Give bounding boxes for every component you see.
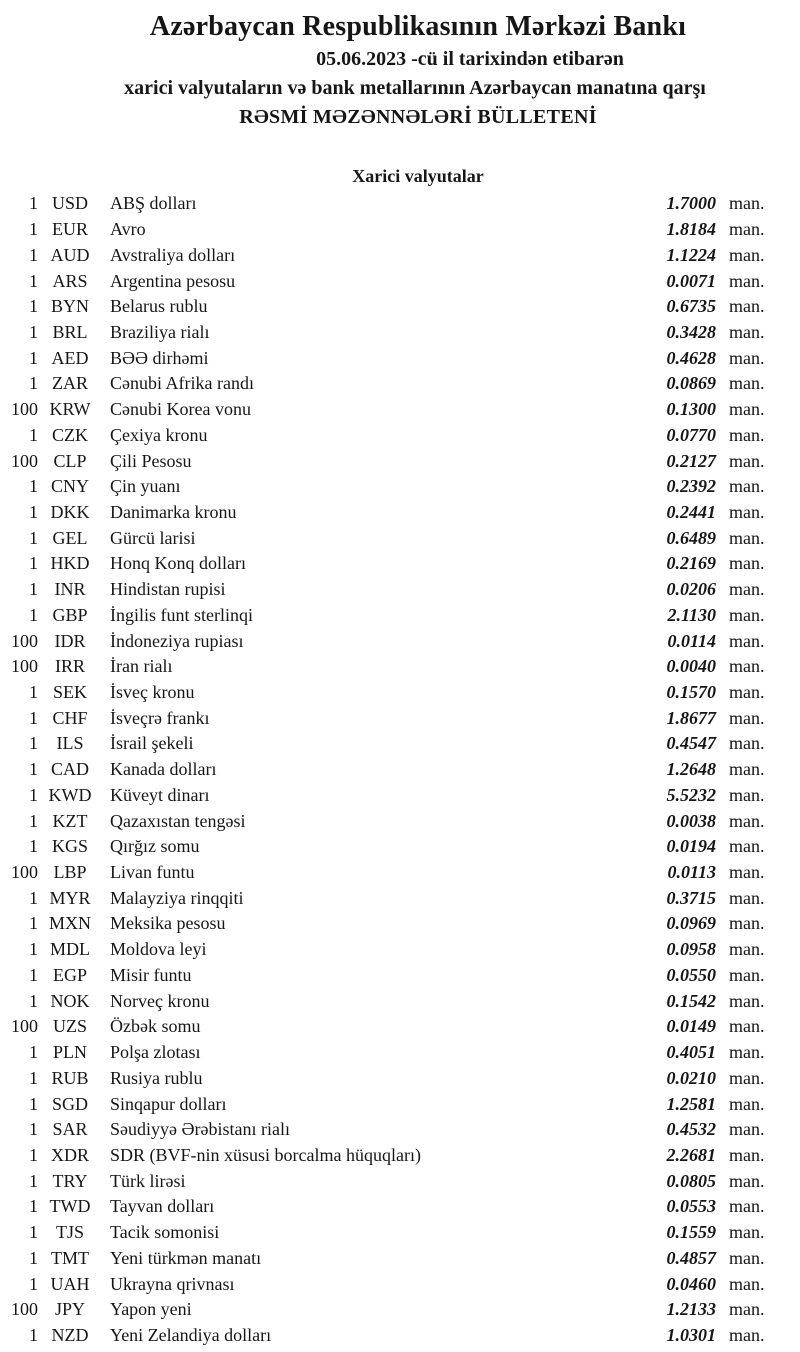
unit-cell: man.: [729, 604, 765, 625]
quantity-cell: 1: [29, 1247, 38, 1268]
currency-name-cell: Honq Konq dolları: [110, 553, 246, 574]
rate-value-cell: 0.0958: [666, 939, 716, 960]
currency-code-cell: KGS: [51, 836, 88, 857]
quantity-cell: 1: [29, 707, 38, 728]
rate-row: [0, 603, 800, 629]
currency-name-cell: ABŞ dolları: [110, 193, 197, 214]
rate-row: [0, 705, 800, 731]
unit-cell: man.: [729, 270, 765, 291]
unit-cell: man.: [729, 682, 765, 703]
currency-name-cell: Braziliya rialı: [110, 321, 210, 342]
unit-cell: man.: [729, 887, 765, 908]
unit-cell: man.: [729, 1324, 765, 1345]
currency-name-cell: Çili Pesosu: [110, 450, 192, 471]
rate-row: [0, 860, 800, 886]
currency-code-cell: CZK: [52, 424, 88, 445]
quantity-cell: 100: [11, 630, 38, 651]
currency-name-cell: İsveçrə frankı: [110, 707, 210, 728]
rate-row: [0, 1194, 800, 1220]
unit-cell: man.: [729, 862, 765, 883]
quantity-cell: 1: [29, 836, 38, 857]
currency-name-cell: Tayvan dolları: [110, 1196, 215, 1217]
rate-row: [0, 1323, 800, 1349]
currency-name-cell: Malayziya rinqqiti: [110, 887, 244, 908]
currency-code-cell: NZD: [51, 1324, 89, 1345]
quantity-cell: 1: [29, 296, 38, 317]
rate-row: [0, 1271, 800, 1297]
rate-value-cell: 0.0553: [666, 1196, 716, 1217]
quantity-cell: 1: [29, 527, 38, 548]
rate-value-cell: 0.2127: [666, 450, 716, 471]
unit-cell: man.: [729, 553, 765, 574]
quantity-cell: 1: [29, 810, 38, 831]
effective-date-line: 05.06.2023 -cü il tarixindən etibarən: [316, 48, 624, 70]
unit-cell: man.: [729, 1119, 765, 1140]
currency-code-cell: AUD: [50, 244, 90, 265]
rate-row: [0, 242, 800, 268]
rate-row: [0, 551, 800, 577]
rate-row: [0, 757, 800, 783]
rate-value-cell: 0.4051: [666, 1042, 716, 1063]
quantity-cell: 1: [29, 1170, 38, 1191]
quantity-cell: 100: [11, 1016, 38, 1037]
currency-code-cell: UZS: [52, 1016, 87, 1037]
currency-code-cell: HKD: [50, 553, 90, 574]
currency-code-cell: KZT: [52, 810, 88, 831]
currency-code-cell: EUR: [52, 219, 88, 240]
currency-code-cell: SGD: [51, 1093, 88, 1114]
currency-name-cell: Çin yuanı: [110, 476, 181, 497]
rate-value-cell: 0.0114: [667, 630, 716, 651]
quantity-cell: 1: [29, 1222, 38, 1243]
currency-name-cell: Sinqapur dolları: [110, 1093, 227, 1114]
rate-value-cell: 0.6735: [666, 296, 716, 317]
rate-value-cell: 5.5232: [666, 784, 716, 805]
unit-cell: man.: [729, 321, 765, 342]
currency-code-cell: INR: [54, 579, 86, 600]
rate-row: [0, 500, 800, 526]
rate-value-cell: 1.2133: [666, 1299, 716, 1320]
currency-code-cell: UAH: [50, 1273, 90, 1294]
quantity-cell: 1: [29, 501, 38, 522]
unit-cell: man.: [729, 296, 765, 317]
unit-cell: man.: [729, 244, 765, 265]
rate-row: [0, 808, 800, 834]
quantity-cell: 1: [29, 476, 38, 497]
currency-code-cell: MDL: [50, 939, 90, 960]
rate-value-cell: 0.1570: [666, 682, 716, 703]
unit-cell: man.: [729, 1299, 765, 1320]
rate-row: [0, 1220, 800, 1246]
exchange-rate-table: [0, 191, 800, 1348]
rate-value-cell: 0.0770: [666, 424, 716, 445]
currency-code-cell: IDR: [54, 630, 86, 651]
quantity-cell: 1: [29, 1093, 38, 1114]
rate-row: [0, 885, 800, 911]
subject-line: xarici valyutaların və bank metallarının Azərbaycan manatına qarşı: [124, 77, 706, 99]
currency-name-cell: Moldova leyi: [110, 939, 207, 960]
quantity-cell: 1: [29, 553, 38, 574]
quantity-cell: 1: [29, 321, 38, 342]
rate-value-cell: 2.2681: [666, 1144, 716, 1165]
currency-name-cell: Özbək somu: [110, 1016, 201, 1037]
unit-cell: man.: [729, 1247, 765, 1268]
currency-code-cell: CHF: [52, 707, 88, 728]
currency-name-cell: İndoneziya rupiası: [110, 630, 244, 651]
rate-value-cell: 0.2441: [666, 501, 716, 522]
currency-name-cell: İran rialı: [110, 656, 173, 677]
currency-code-cell: RUB: [51, 1067, 89, 1088]
currency-name-cell: Polşa zlotası: [110, 1042, 201, 1063]
rate-value-cell: 0.0969: [666, 913, 716, 934]
quantity-cell: 1: [29, 219, 38, 240]
rate-row: [0, 654, 800, 680]
rate-row: [0, 1245, 800, 1271]
rate-value-cell: 0.0194: [666, 836, 716, 857]
currency-code-cell: EGP: [52, 964, 87, 985]
currency-code-cell: SEK: [52, 682, 87, 703]
currency-name-cell: Qırğız somu: [110, 836, 200, 857]
rate-row: [0, 422, 800, 448]
currency-name-cell: Rusiya rublu: [110, 1067, 203, 1088]
page-title: Azərbaycan Respublikasının Mərkəzi Bankı: [149, 11, 687, 42]
rate-value-cell: 0.4857: [666, 1247, 716, 1268]
currency-name-cell: Türk lirəsi: [110, 1170, 186, 1191]
currency-name-cell: Avstraliya dolları: [110, 244, 236, 265]
currency-name-cell: Küveyt dinarı: [110, 784, 210, 805]
unit-cell: man.: [729, 630, 765, 651]
unit-cell: man.: [729, 656, 765, 677]
rate-row: [0, 448, 800, 474]
rate-row: [0, 937, 800, 963]
currency-name-cell: İsveç kronu: [110, 682, 195, 703]
rate-value-cell: 0.1300: [666, 399, 716, 420]
rate-value-cell: 0.6489: [666, 527, 716, 548]
rate-value-cell: 1.0301: [666, 1324, 716, 1345]
rate-row: [0, 731, 800, 757]
rate-value-cell: 0.4628: [666, 347, 716, 368]
currency-name-cell: Belarus rublu: [110, 296, 208, 317]
rate-value-cell: 1.8677: [666, 707, 716, 728]
currency-name-cell: Cənubi Afrika randı: [110, 373, 254, 394]
unit-cell: man.: [729, 707, 765, 728]
quantity-cell: 1: [29, 990, 38, 1011]
currency-code-cell: TRY: [52, 1170, 88, 1191]
rate-value-cell: 0.0460: [666, 1273, 716, 1294]
rate-value-cell: 1.8184: [666, 219, 716, 240]
quantity-cell: 1: [29, 759, 38, 780]
unit-cell: man.: [729, 1067, 765, 1088]
rate-row: [0, 1040, 800, 1066]
rate-row: [0, 963, 800, 989]
quantity-cell: 1: [29, 270, 38, 291]
unit-cell: man.: [729, 1196, 765, 1217]
rate-row: [0, 1014, 800, 1040]
currency-name-cell: Ukrayna qrivnası: [110, 1273, 235, 1294]
rate-row: [0, 371, 800, 397]
rate-value-cell: 0.0869: [666, 373, 716, 394]
currency-code-cell: NOK: [50, 990, 90, 1011]
currency-name-cell: İsrail şekeli: [110, 733, 194, 754]
currency-code-cell: IRR: [54, 656, 85, 677]
rate-row: [0, 911, 800, 937]
quantity-cell: 1: [29, 887, 38, 908]
unit-cell: man.: [729, 1042, 765, 1063]
currency-code-cell: KRW: [49, 399, 91, 420]
unit-cell: man.: [729, 373, 765, 394]
currency-name-cell: SDR (BVF-nin xüsusi borcalma hüquqları): [110, 1144, 421, 1165]
currency-code-cell: ARS: [52, 270, 88, 291]
currency-name-cell: Meksika pesosu: [110, 913, 226, 934]
unit-cell: man.: [729, 1093, 765, 1114]
quantity-cell: 1: [29, 373, 38, 394]
rate-row: [0, 783, 800, 809]
rate-row: [0, 628, 800, 654]
unit-cell: man.: [729, 579, 765, 600]
unit-cell: man.: [729, 527, 765, 548]
currency-name-cell: Argentina pesosu: [110, 270, 236, 291]
unit-cell: man.: [729, 1222, 765, 1243]
rate-row: [0, 1065, 800, 1091]
rate-value-cell: 0.0038: [666, 810, 716, 831]
currency-code-cell: ZAR: [52, 373, 88, 394]
unit-cell: man.: [729, 476, 765, 497]
currency-code-cell: CAD: [50, 759, 89, 780]
rate-value-cell: 0.0149: [666, 1016, 716, 1037]
currency-code-cell: AED: [51, 347, 89, 368]
currency-name-cell: Yapon yeni: [110, 1299, 192, 1320]
rate-row: [0, 397, 800, 423]
bulletin-header: [0, 0, 800, 128]
rate-value-cell: 0.1559: [666, 1222, 716, 1243]
rate-row: [0, 294, 800, 320]
currency-name-cell: Yeni Zelandiya dolları: [110, 1324, 272, 1345]
rate-row: [0, 1168, 800, 1194]
unit-cell: man.: [729, 1016, 765, 1037]
rate-value-cell: 0.2169: [666, 553, 716, 574]
unit-cell: man.: [729, 399, 765, 420]
rate-value-cell: 0.4547: [666, 733, 716, 754]
rate-row: [0, 525, 800, 551]
rate-row: [0, 680, 800, 706]
rate-row: [0, 474, 800, 500]
unit-cell: man.: [729, 759, 765, 780]
unit-cell: man.: [729, 193, 765, 214]
currency-name-cell: Misir funtu: [110, 964, 192, 985]
currency-code-cell: LBP: [53, 862, 87, 883]
quantity-cell: 100: [11, 1299, 38, 1320]
rate-row: [0, 1297, 800, 1323]
quantity-cell: 1: [29, 347, 38, 368]
rate-value-cell: 0.0206: [666, 579, 716, 600]
currency-name-cell: Gürcü larisi: [110, 527, 196, 548]
rate-value-cell: 2.1130: [667, 604, 716, 625]
currency-name-cell: Norveç kronu: [110, 990, 210, 1011]
quantity-cell: 1: [29, 939, 38, 960]
currency-code-cell: CLP: [53, 450, 87, 471]
rate-value-cell: 1.2648: [666, 759, 716, 780]
rate-row: [0, 1091, 800, 1117]
rate-value-cell: 0.1542: [666, 990, 716, 1011]
currency-name-cell: Danimarka kronu: [110, 501, 237, 522]
quantity-cell: 1: [29, 1067, 38, 1088]
rate-value-cell: 0.0040: [666, 656, 716, 677]
rate-value-cell: 0.3428: [666, 321, 716, 342]
unit-cell: man.: [729, 990, 765, 1011]
quantity-cell: 1: [29, 1196, 38, 1217]
quantity-cell: 1: [29, 424, 38, 445]
rate-value-cell: 0.4532: [666, 1119, 716, 1140]
currency-name-cell: Hindistan rupisi: [110, 579, 226, 600]
rate-row: [0, 345, 800, 371]
quantity-cell: 1: [29, 1144, 38, 1165]
currency-name-cell: Qazaxıstan tengəsi: [110, 810, 246, 831]
unit-cell: man.: [729, 219, 765, 240]
unit-cell: man.: [729, 347, 765, 368]
section-title-foreign-currencies: Xarici valyutalar: [352, 166, 484, 186]
currency-code-cell: MXN: [48, 913, 91, 934]
currency-name-cell: Yeni türkmən manatı: [110, 1247, 262, 1268]
rate-row: [0, 320, 800, 346]
currency-code-cell: CNY: [50, 476, 89, 497]
currency-name-cell: Səudiyyə Ərəbistanı rialı: [110, 1119, 290, 1140]
quantity-cell: 1: [29, 579, 38, 600]
quantity-cell: 1: [29, 1324, 38, 1345]
currency-name-cell: Cənubi Korea vonu: [110, 399, 251, 420]
rate-value-cell: 1.2581: [666, 1093, 716, 1114]
currency-code-cell: KWD: [48, 784, 92, 805]
rate-value-cell: 0.0805: [666, 1170, 716, 1191]
unit-cell: man.: [729, 1144, 765, 1165]
currency-code-cell: PLN: [52, 1042, 87, 1063]
quantity-cell: 1: [29, 1273, 38, 1294]
quantity-cell: 100: [11, 862, 38, 883]
currency-name-cell: BƏƏ dirhəmi: [110, 347, 209, 368]
quantity-cell: 1: [29, 193, 38, 214]
unit-cell: man.: [729, 733, 765, 754]
currency-name-cell: İngilis funt sterlinqi: [110, 604, 253, 625]
unit-cell: man.: [729, 424, 765, 445]
quantity-cell: 1: [29, 964, 38, 985]
quantity-cell: 1: [29, 784, 38, 805]
rate-row: [0, 834, 800, 860]
currency-code-cell: DKK: [50, 501, 90, 522]
currency-code-cell: GEL: [52, 527, 88, 548]
quantity-cell: 1: [29, 244, 38, 265]
unit-cell: man.: [729, 939, 765, 960]
quantity-cell: 1: [29, 1042, 38, 1063]
currency-code-cell: ILS: [56, 733, 84, 754]
unit-cell: man.: [729, 501, 765, 522]
rate-row: [0, 217, 800, 243]
bulletin-title-line: RƏSMİ MƏZƏNNƏLƏRİ BÜLLETENİ: [239, 106, 597, 128]
unit-cell: man.: [729, 964, 765, 985]
currency-name-cell: Kanada dolları: [110, 759, 217, 780]
unit-cell: man.: [729, 450, 765, 471]
quantity-cell: 1: [29, 913, 38, 934]
rate-row: [0, 988, 800, 1014]
unit-cell: man.: [729, 836, 765, 857]
unit-cell: man.: [729, 810, 765, 831]
rate-row: [0, 1143, 800, 1169]
unit-cell: man.: [729, 913, 765, 934]
rate-value-cell: 1.7000: [666, 193, 716, 214]
currency-code-cell: TJS: [55, 1222, 84, 1243]
currency-code-cell: BYN: [50, 296, 89, 317]
quantity-cell: 100: [11, 656, 38, 677]
rate-value-cell: 0.0550: [666, 964, 716, 985]
rate-value-cell: 0.0210: [666, 1067, 716, 1088]
rate-row: [0, 191, 800, 217]
rate-value-cell: 1.1224: [666, 244, 716, 265]
currency-code-cell: TMT: [51, 1247, 89, 1268]
currency-code-cell: SAR: [52, 1119, 88, 1140]
quantity-cell: 100: [11, 450, 38, 471]
rate-value-cell: 0.0071: [666, 270, 716, 291]
unit-cell: man.: [729, 784, 765, 805]
quantity-cell: 1: [29, 733, 38, 754]
quantity-cell: 1: [29, 1119, 38, 1140]
unit-cell: man.: [729, 1170, 765, 1191]
currency-code-cell: MYR: [49, 887, 91, 908]
currency-code-cell: USD: [51, 193, 88, 214]
quantity-cell: 1: [29, 682, 38, 703]
currency-code-cell: JPY: [54, 1299, 85, 1320]
quantity-cell: 100: [11, 399, 38, 420]
rate-row: [0, 268, 800, 294]
currency-code-cell: TWD: [49, 1196, 91, 1217]
rate-value-cell: 0.2392: [666, 476, 716, 497]
quantity-cell: 1: [29, 604, 38, 625]
rate-row: [0, 577, 800, 603]
currency-name-cell: Livan funtu: [110, 862, 195, 883]
rate-value-cell: 0.3715: [666, 887, 716, 908]
rate-value-cell: 0.0113: [667, 862, 716, 883]
currency-name-cell: Çexiya kronu: [110, 424, 208, 445]
rate-row: [0, 1117, 800, 1143]
currency-name-cell: Tacik somonisi: [110, 1222, 220, 1243]
unit-cell: man.: [729, 1273, 765, 1294]
currency-code-cell: BRL: [52, 321, 88, 342]
currency-name-cell: Avro: [110, 219, 146, 240]
currency-code-cell: XDR: [50, 1144, 89, 1165]
currency-code-cell: GBP: [52, 604, 88, 625]
